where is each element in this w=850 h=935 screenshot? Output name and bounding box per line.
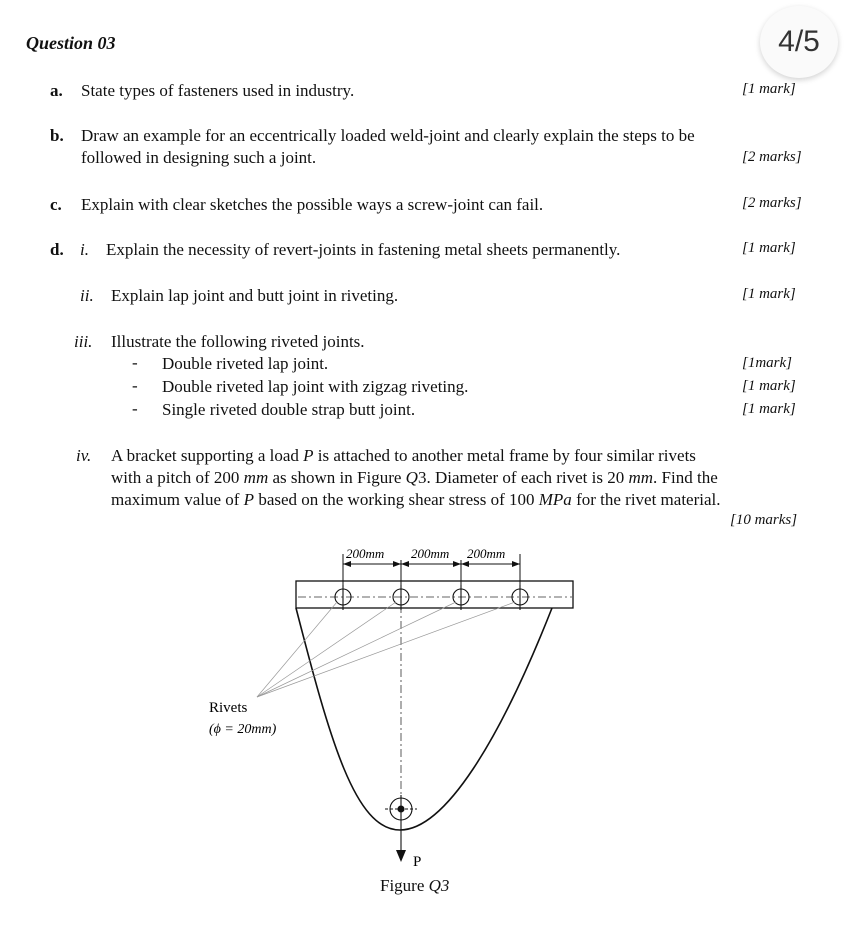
item-b-label: b.	[50, 126, 64, 145]
list-item-mark: [1 mark]	[742, 378, 796, 394]
item-a-text: State types of fasteners used in industry.	[81, 81, 355, 100]
item-b-line1: Draw an example for an eccentrically loaded weld-joint and clearly explain the steps to be	[81, 126, 695, 145]
item-d-iv-line2: with a pitch of 200 mm as shown in Figure Q3. Diameter of each rivet is 20 mm. Find the	[111, 468, 718, 487]
item-a-mark: [1 mark]	[742, 81, 796, 97]
item-d-i-text: Explain the necessity of revert-joints in fastening metal sheets permanently.	[106, 240, 621, 259]
dimension-label: 200mm	[346, 546, 385, 561]
page-indicator[interactable]: 4/5	[760, 6, 838, 78]
item-d-ii-label: ii.	[80, 286, 94, 305]
item-d-ii-mark: [1 mark]	[742, 286, 796, 302]
list-bullet: -	[132, 376, 138, 395]
item-d-iv-line1: A bracket supporting a load P is attached to another metal frame by four similar rivets	[111, 446, 696, 465]
item-a-label: a.	[50, 81, 63, 100]
question-title: Question 03	[26, 33, 116, 53]
rivet	[453, 585, 469, 610]
item-b-line2: followed in designing such a joint.	[81, 148, 317, 167]
item-d-iv-line3: maximum value of P based on the working shear stress of 100 MPa for the rivet material.	[111, 490, 721, 509]
load-arrow-icon	[396, 850, 406, 862]
figure-caption: Figure Q3	[380, 876, 450, 895]
item-b-mark: [2 marks]	[742, 149, 802, 165]
item-d-label: d.	[50, 240, 64, 259]
item-d-iii-label: iii.	[74, 332, 93, 351]
item-d-iii-text: Illustrate the following riveted joints.	[111, 332, 365, 351]
rivets-label: Rivets	[209, 700, 248, 716]
bracket-top-plate	[296, 581, 573, 608]
rivet	[335, 585, 351, 610]
rivet	[393, 585, 409, 610]
item-d-iv-label: iv.	[76, 446, 92, 465]
rivet	[512, 585, 528, 610]
list-item: Double riveted lap joint.	[162, 354, 329, 373]
load-label: P	[413, 854, 422, 870]
item-c-mark: [2 marks]	[742, 195, 802, 211]
dimension-label: 200mm	[467, 546, 506, 561]
list-item-mark: [1mark]	[742, 355, 793, 371]
list-item: Double riveted lap joint with zigzag riveting.	[162, 377, 469, 396]
list-bullet: -	[132, 353, 138, 372]
list-item: Single riveted double strap butt joint.	[162, 400, 416, 419]
item-d-i-mark: [1 mark]	[742, 240, 796, 256]
list-bullet: -	[132, 399, 138, 418]
item-d-ii-text: Explain lap joint and butt joint in riveting.	[111, 286, 399, 305]
dimension-label: 200mm	[411, 546, 450, 561]
item-d-iv-mark: [10 marks]	[730, 512, 798, 528]
bracket-body	[296, 608, 552, 830]
list-item-mark: [1 mark]	[742, 401, 796, 417]
rivet-leader-lines	[257, 602, 515, 697]
load-point	[385, 795, 417, 855]
rivets-diameter-label: (ϕ = 20mm)	[209, 722, 277, 737]
item-d-i-label: i.	[80, 240, 89, 259]
item-c-label: c.	[50, 195, 62, 214]
item-c-text: Explain with clear sketches the possible ways a screw-joint can fail.	[81, 195, 544, 214]
